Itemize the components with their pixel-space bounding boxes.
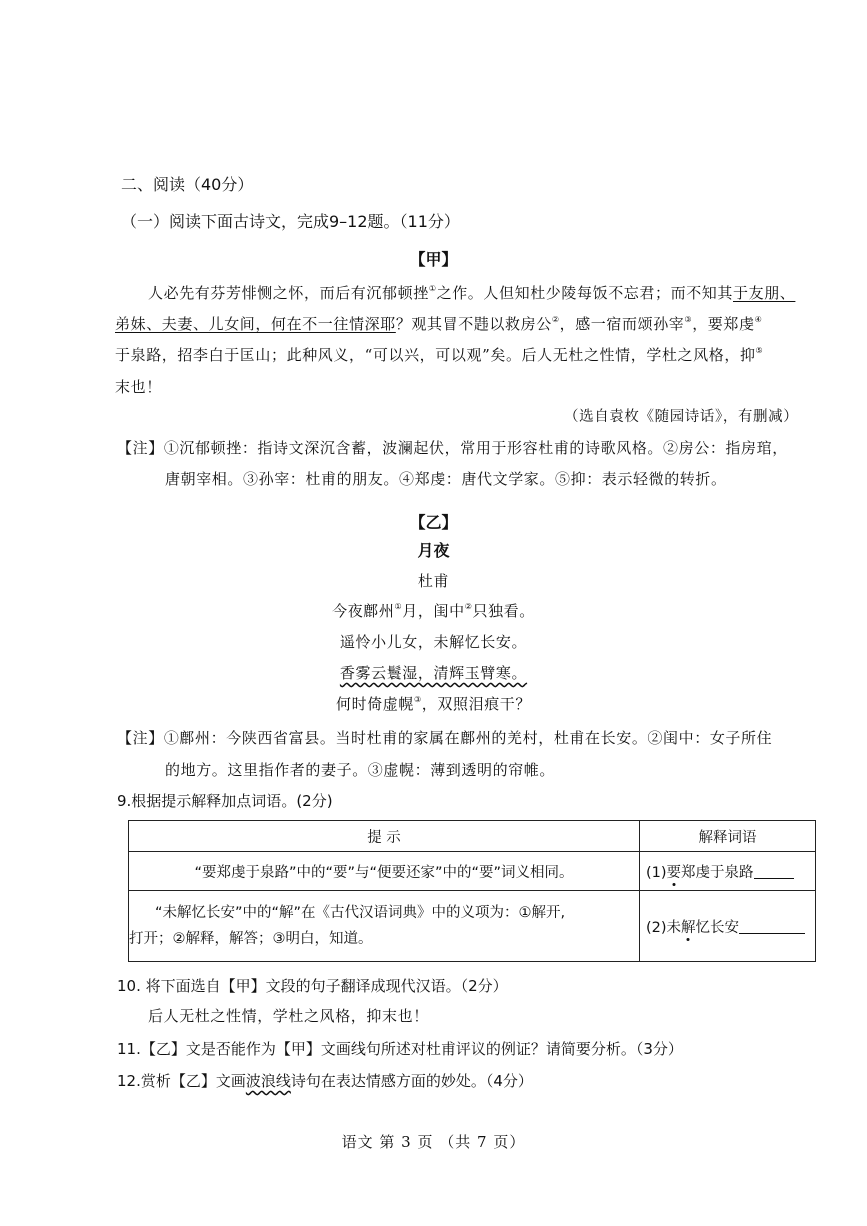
poem-line-3 (0, 662, 867, 683)
jia-label: 【甲】 (409, 250, 458, 269)
poem-line-2: 遥怜小儿女，未解忆长安。 (339, 633, 528, 651)
wavy-line: 香雾云鬟湿，清辉玉臂寒。 (339, 664, 528, 682)
note-label: 【注】 (117, 439, 164, 457)
yi-label: 【乙】 (409, 513, 458, 532)
q11-stem: 11.【乙】文是否能作为【甲】文画线句所述对杜甫评议的例证？请简要分析。（3分） (117, 1040, 683, 1058)
answer-cell: (2)未解忆长安 (640, 891, 816, 962)
jia-line-1: 人必先有芬芳悱恻之怀，而后有沉郁顿挫①之作。人但知杜少陵每饭不忘君；而不知其于友朋、 (148, 284, 796, 302)
jia-source: （选自袁枚《随园诗话》，有删减） (564, 409, 799, 425)
q12-stem: 12.赏析【乙】文画波浪线诗句在表达情感方面的妙处。（4分） (117, 1072, 533, 1090)
q10-stem: 10. 将下面选自【甲】文段的句子翻译成现代汉语。（2分） (117, 977, 508, 995)
jia-note-1: 【注】①沉郁顿挫：指诗文深沉含蓄，波澜起伏，常用于形容杜甫的诗歌风格。②房公：指房琯， (117, 439, 788, 457)
poem-title: 月夜 (417, 541, 450, 560)
poem-line-4: 何时倚虚幌③，双照泪痕干？ (336, 695, 531, 713)
jia-note-2: 唐朝宰相。③孙宰：杜甫的朋友。④郑虔：唐代文学家。⑤抑：表示轻微的转折。 (165, 470, 727, 488)
table-row (129, 852, 816, 891)
hint-cell: “要郑虔于泉路”中的“要”与“便要还家”中的“要”词义相同。 (129, 852, 640, 891)
part-title: （一）阅读下面古诗文，完成9–12题。（11分） (121, 212, 460, 231)
page-footer: 语文 第 3 页 （共 7 页） (341, 1133, 526, 1151)
table-row (129, 891, 816, 962)
note-label: 【注】 (117, 729, 164, 747)
poem-author: 杜甫 (417, 572, 450, 590)
answer-cell: (1)要郑虔于泉路 (640, 852, 816, 891)
q9-stem: 9.根据提示解释加点词语。(2分) (117, 792, 333, 810)
col-hint-header: 提 示 (129, 821, 640, 852)
poem-line-1: 今夜鄜州①月，闺中②只独看。 (332, 602, 535, 620)
jia-line-4: 末也！ (115, 378, 162, 396)
answer-blank[interactable] (754, 864, 794, 879)
q10-sentence: 后人无杜之性情，学杜之风格，抑末也！ (148, 1007, 429, 1025)
answer-blank[interactable] (739, 919, 805, 934)
yi-note-2: 的地方。这里指作者的妻子。③虚幌：薄到透明的帘帷。 (165, 761, 556, 779)
section-title: 二、阅读（40分） (121, 175, 254, 194)
yi-note-1: 【注】①鄜州：今陕西省富县。当时杜甫的家属在鄜州的羌村，杜甫在长安。②闺中：女子所住 (117, 729, 773, 747)
hint-cell: “未解忆长安”中的“解”在《古代汉语词典》中的义项为：①解开, 打开；②解释，解答；③明白，知道。 (129, 891, 640, 962)
q9-table (128, 820, 816, 962)
underlined-sentence: 弟妹、夫妻、儿女间，何在不一往情深耶 (115, 315, 396, 333)
jia-line-2: 弟妹、夫妻、儿女间，何在不一往情深耶？观其冒不韪以救房公②，感一宿而颂孙宰③，要郑虔④ (115, 315, 763, 333)
col-explain-header: 解释词语 (640, 821, 816, 852)
jia-line-3: 于泉路，招李白于匡山；此种风义，“可以兴，可以观”矣。后人无杜之性情，学杜之风格，抑⑤ (115, 346, 764, 364)
